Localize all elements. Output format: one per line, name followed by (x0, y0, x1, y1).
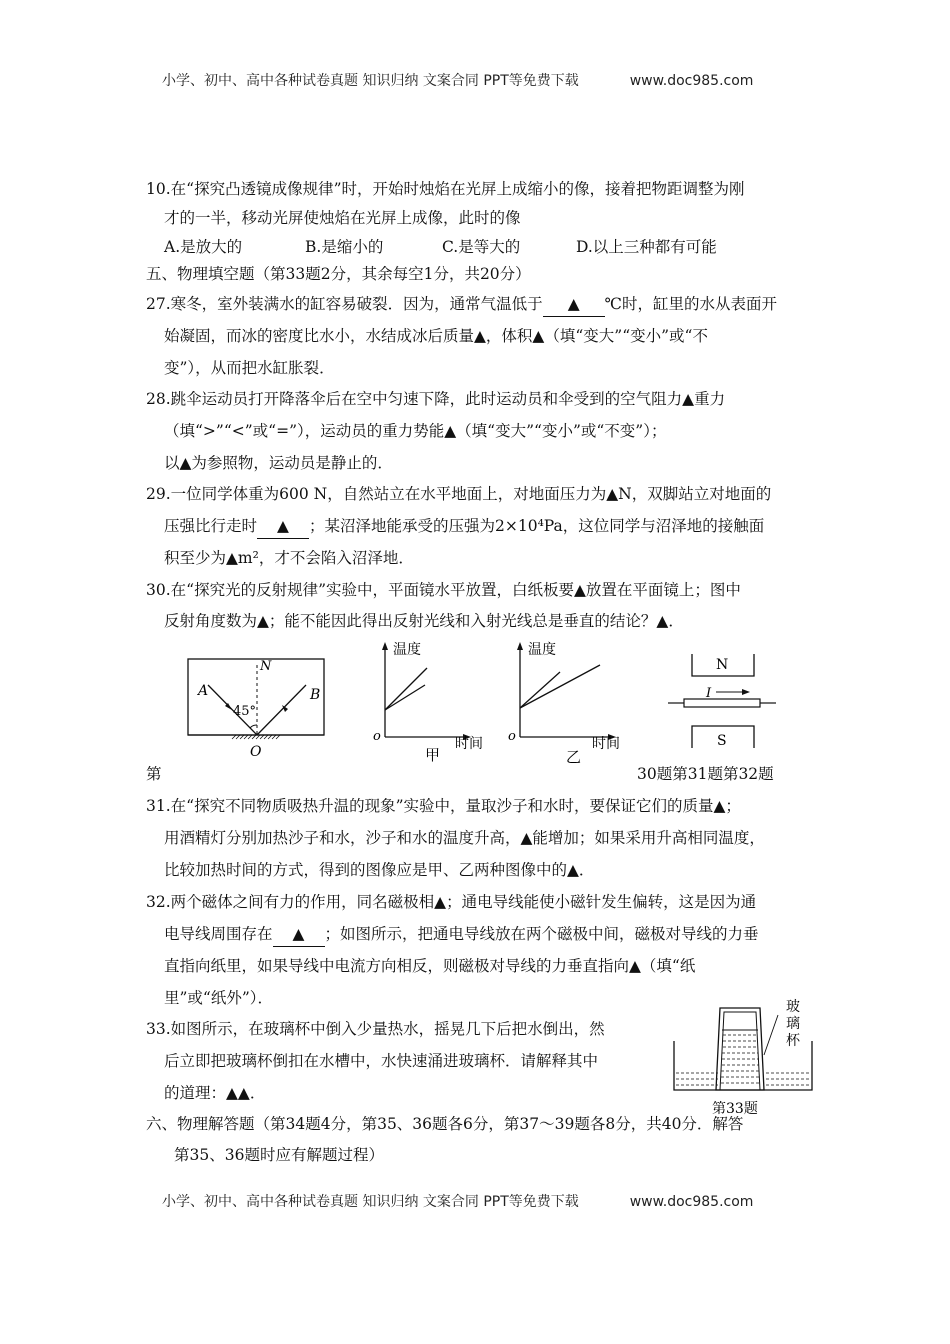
jia-caption: 甲 (425, 746, 441, 764)
page-footer (162, 1191, 753, 1211)
q32-line2 (164, 922, 759, 947)
q10-option-d: D.以上三种都有可能 (576, 238, 717, 256)
jia-xlabel: 时间 (455, 736, 483, 752)
q31-line3: 比较加热时间的方式，得到的图像应是甲、乙两种图像中的▲． (164, 861, 595, 879)
header-site-link[interactable]: www.doc985.com (629, 73, 754, 89)
reflection-diagram (180, 655, 340, 765)
q30-line2: 反射角度数为▲；能不能因此得出反射光线和入射光线总是垂直的结论？▲． (164, 612, 684, 630)
q33-line2: 后立即把玻璃杯倒扣在水槽中，水快速涌进玻璃杯．请解释其中 (164, 1052, 599, 1070)
q29-line1: 29.一位同学体重为600 N，自然站立在水平地面上，对地面压力为▲N，双脚站立对地面的 (146, 485, 772, 503)
q28-line2: （填“>”“<”或“=”），运动员的重力势能▲（填“变大”“变小”或“不变”）； (164, 422, 667, 440)
footer-site-link[interactable]: www.doc985.com (629, 1194, 754, 1210)
magnet-wire-diagram (660, 648, 790, 753)
q30-line1: 30.在“探究光的反射规律”实验中，平面镜水平放置，白纸板要▲放置在平面镜上；图中 (146, 581, 741, 599)
q28-line3: 以▲为参照物，运动员是静止的． (164, 454, 393, 472)
q31-line2: 用酒精灯分别加热沙子和水，沙子和水的温度升高，▲能增加；如果采用升高相同温度， (164, 829, 765, 847)
figure-caption-right: 30题第31题第32题 (637, 765, 774, 783)
yi-caption: 乙 (566, 748, 582, 766)
glass-label-1: 玻 (786, 999, 800, 1015)
glass-tank-diagram (668, 995, 818, 1120)
q32-text-b: ；如图所示，把通电导线放在两个磁极中间，磁极对导线的力垂 (324, 925, 759, 943)
q10-line2: 才的一半，移动光屏使烛焰在光屏上成像，此时的像 (164, 209, 521, 227)
q32-blank: ▲ (273, 922, 325, 947)
q10-option-b: B.是缩小的 (305, 238, 384, 256)
section-6-line1: 六、物理解答题（第34题4分，第35、36题各6分，第37～39题各8分，共40分．解答 (146, 1115, 744, 1133)
q32-text-a: 电导线周围存在 (164, 925, 273, 943)
yi-xlabel: 时间 (592, 736, 620, 752)
q32-line1: 32.两个磁体之间有力的作用，同名磁极相▲；通电导线能使小磁针发生偏转，这是因为通 (146, 893, 757, 911)
graph-yi (500, 640, 630, 770)
header-text: 小学、初中、高中各种试卷真题 知识归纳 文案合同 PPT等免费下载 (162, 73, 579, 89)
jia-line-shallow (385, 685, 425, 710)
q28-line1: 28.跳伞运动员打开降落伞后在空中匀速下降，此时运动员和伞受到的空气阻力▲重力 (146, 390, 726, 408)
jia-ylabel: 温度 (393, 642, 421, 658)
footer-text: 小学、初中、高中各种试卷真题 知识归纳 文案合同 PPT等免费下载 (162, 1194, 579, 1210)
yi-ylabel: 温度 (528, 642, 556, 658)
label-current: I (706, 686, 712, 701)
page-header (162, 70, 753, 90)
q10-option-c: C.是等大的 (442, 238, 521, 256)
q33-line1: 33.如图所示，在玻璃杯中倒入少量热水，摇晃几下后把水倒出，然 (146, 1020, 605, 1038)
label-n: N (260, 659, 272, 674)
q29-blank: ▲ (257, 514, 309, 539)
yi-line-shallow (520, 665, 600, 708)
q29-line3: 积至少为▲m²，才不会陷入沼泽地． (164, 549, 414, 567)
q27-text-b: ℃时，缸里的水从表面开 (604, 295, 777, 313)
jia-line-steep (385, 668, 427, 710)
q31-line1: 31.在“探究不同物质吸热升温的现象”实验中，量取沙子和水时，要保证它们的质量▲； (146, 797, 741, 815)
q29-line2 (164, 514, 764, 539)
q33-line3: 的道理：▲▲． (164, 1084, 266, 1102)
label-a: A (198, 683, 209, 699)
q27-line2: 始凝固，而冰的密度比水小，水结成冰后质量▲，体积▲（填“变大”“变小”或“不 (164, 327, 708, 345)
q27-blank: ▲ (543, 292, 605, 317)
q33-figure-caption: 第33题 (712, 1101, 758, 1117)
wire (684, 699, 760, 707)
label-angle: 45° (233, 704, 257, 719)
label-o: O (250, 744, 262, 760)
q29-text-a: 压强比行走时 (164, 517, 258, 535)
figure-caption-left: 第 (146, 765, 162, 783)
glass-label-2: 璃 (786, 1016, 800, 1032)
label-magnet-n: N (716, 657, 729, 673)
q27-line3: 变”），从而把水缸胀裂． (164, 359, 335, 377)
section-6-line2: 第35、36题时应有解题过程） (174, 1146, 384, 1164)
label-magnet-s: S (717, 733, 727, 749)
section-5-title: 五、物理填空题（第33题2分，其余每空1分，共20分） (146, 265, 531, 283)
yi-origin: o (508, 729, 516, 744)
q29-text-b: ；某沼泽地能承受的压强为2×10⁴Pa，这位同学与沼泽地的接触面 (309, 517, 765, 535)
q32-line3: 直指向纸里，如果导线中电流方向相反，则磁极对导线的力垂直指向▲（填“纸 (164, 957, 696, 975)
q10-line1: 10.在“探究凸透镜成像规律”时，开始时烛焰在光屏上成缩小的像，接着把物距调整为刚 (146, 180, 745, 198)
glass-label-3: 杯 (786, 1033, 800, 1049)
q27-line1 (146, 292, 777, 317)
q27-text-a: 27.寒冬，室外装满水的缸容易破裂．因为，通常气温低于 (146, 295, 543, 313)
graph-jia (365, 640, 495, 770)
q32-line4: 里”或“纸外”）． (164, 989, 274, 1007)
q10-option-a: A.是放大的 (164, 238, 243, 256)
label-b: B (310, 687, 321, 703)
reflected-ray (257, 685, 306, 735)
jia-origin: o (373, 729, 381, 744)
